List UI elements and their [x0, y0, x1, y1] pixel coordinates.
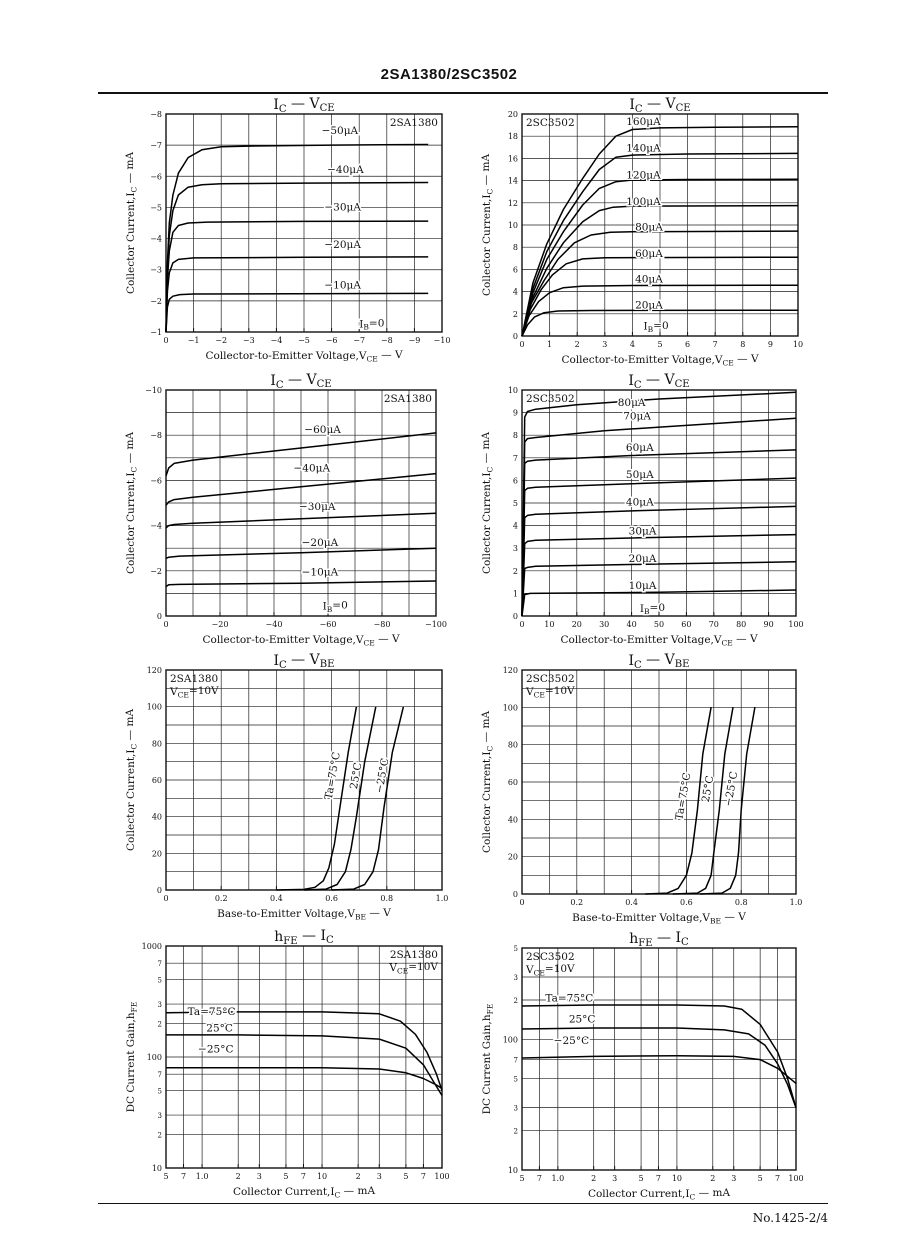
- x-tick-label: 9: [767, 340, 773, 349]
- ib-zero-label: $I_B=0$: [643, 319, 669, 334]
- x-tick-label: 70: [708, 620, 719, 629]
- x-tick-label: −9: [408, 336, 421, 345]
- device-label: 2SA1380: [383, 393, 432, 405]
- x-tick-label: 0.8: [380, 894, 394, 903]
- y-tick-label: 100: [146, 702, 162, 712]
- series-label: 10μA: [628, 579, 657, 592]
- x-tick-label: 5: [283, 1172, 289, 1181]
- series-label: 120μA: [626, 169, 661, 182]
- y-tick-label: 4: [512, 521, 518, 531]
- y-tick-label: 2: [512, 309, 518, 319]
- x-tick-label: 10: [792, 340, 804, 349]
- y-minor-tick-label: 5: [513, 1075, 518, 1084]
- y-tick-label: −6: [150, 172, 162, 182]
- device-label: $V_{CE}=10V$: [170, 685, 219, 700]
- device-label: $V_{CE}=10V$: [526, 963, 575, 978]
- y-tick-label: 6: [512, 265, 518, 275]
- y-tick-label: 100: [146, 1053, 162, 1062]
- y-tick-label: 0: [512, 612, 518, 621]
- x-tick-label: 100: [434, 1172, 450, 1181]
- y-tick-label: 5: [512, 499, 518, 508]
- x-tick-label: 7: [536, 1174, 542, 1183]
- series-label: 40μA: [625, 496, 654, 509]
- y-minor-tick-label: 7: [157, 1071, 162, 1080]
- y-tick-label: 40: [507, 815, 518, 825]
- series-label: 100μA: [626, 196, 661, 209]
- series-label: 25°C: [568, 1013, 596, 1026]
- y-tick-label: 12: [507, 198, 518, 208]
- y-tick-label: 14: [507, 176, 518, 186]
- y-tick-label: 120: [502, 666, 518, 675]
- device-label: $V_{CE}=10V$: [526, 685, 575, 700]
- x-tick-label: −5: [298, 336, 310, 345]
- y-tick-label: −7: [150, 141, 162, 151]
- x-tick-label: 100: [788, 620, 804, 629]
- series-label: −10μA: [324, 279, 361, 292]
- series-label: −40μA: [293, 462, 331, 475]
- x-tick-label: 7: [775, 1174, 781, 1183]
- y-tick-label: 80: [151, 739, 162, 749]
- y-minor-tick-label: 3: [157, 1001, 162, 1010]
- y-axis-label: Collector $Current,I_C$ — mA: [480, 710, 495, 854]
- y-tick-label: 0: [156, 612, 162, 621]
- y-tick-label: 60: [151, 776, 162, 785]
- x-tick-label: −2: [215, 336, 228, 345]
- y-minor-tick-label: 7: [513, 1056, 518, 1065]
- x-tick-label: −10: [433, 336, 451, 345]
- x-tick-label: 5: [657, 340, 663, 349]
- series-label: 80μA: [635, 221, 663, 234]
- x-axis-label: Collector-to-Emitter $Voltage,V_{CE}$ — V: [561, 353, 759, 368]
- y-minor-tick-label: 2: [157, 1020, 162, 1029]
- y-tick-label: 1: [512, 589, 518, 599]
- device-label: $V_{CE}=10V$: [389, 961, 438, 976]
- x-tick-label: 60: [681, 620, 692, 629]
- x-axis-label: Collector $Current,I_C$ — mA: [587, 1187, 731, 1202]
- y-minor-tick-label: 5: [157, 1087, 162, 1096]
- y-axis-label: Collector $Current,I_C$ — mA: [124, 708, 139, 852]
- x-tick-label: 7: [655, 1174, 662, 1183]
- series-label: 25°C: [348, 761, 365, 790]
- x-tick-label: 6: [685, 340, 691, 349]
- y-axis-label: DC Current $Gain,h_{FE}$: [125, 1001, 139, 1113]
- x-tick-label: 100: [788, 1174, 804, 1183]
- ib-zero-label: $I_B=0$: [359, 317, 385, 332]
- chart-hfe-ic-2sa1380: [120, 928, 450, 1200]
- x-tick-label: 3: [256, 1172, 262, 1181]
- series-label: 70μA: [623, 410, 651, 423]
- series-label: 50μA: [625, 469, 654, 482]
- x-tick-label: −100: [425, 620, 447, 629]
- x-tick-label: 7: [300, 1172, 307, 1181]
- x-tick-label: −20: [211, 620, 229, 629]
- y-tick-label: 10: [151, 1164, 162, 1173]
- series-label: 40μA: [635, 273, 663, 286]
- series-label: Ta=75°C: [673, 771, 694, 822]
- x-tick-label: 8: [740, 340, 746, 349]
- chart-ic-vce-2sc3502-low: [480, 96, 810, 371]
- y-tick-label: −3: [150, 265, 162, 275]
- series-label: −50μA: [321, 125, 359, 138]
- x-tick-label: 3: [612, 1174, 618, 1183]
- series-label: −20μA: [301, 536, 339, 549]
- series-label: −25°C: [373, 757, 392, 795]
- x-tick-label: 1.0: [789, 898, 803, 907]
- x-tick-label: 0: [163, 620, 169, 629]
- x-tick-label: 0: [519, 620, 525, 629]
- x-tick-label: 0.8: [734, 898, 748, 907]
- x-tick-label: 2: [235, 1172, 241, 1181]
- series-label: −25°C: [722, 770, 741, 808]
- x-axis-label: Collector-to-Emitter $Voltage,V_{CE}$ — V: [202, 633, 400, 648]
- y-minor-tick-label: 2: [157, 1131, 162, 1140]
- x-tick-label: 0.2: [214, 894, 228, 903]
- chart-ic-vbe-2sa1380: [120, 652, 450, 930]
- y-tick-label: 20: [151, 849, 162, 859]
- x-tick-label: −6: [325, 336, 338, 345]
- y-tick-label: 10: [507, 221, 518, 230]
- ib-zero-label: $I_B=0$: [639, 601, 666, 617]
- x-tick-label: 3: [376, 1172, 382, 1181]
- x-tick-label: 80: [736, 620, 747, 629]
- series-label: −20μA: [324, 238, 361, 251]
- series-label: Ta=75°C: [322, 751, 343, 801]
- x-tick-label: −7: [353, 336, 366, 345]
- x-tick-label: −3: [242, 336, 255, 345]
- x-tick-label: 0.6: [325, 894, 338, 903]
- series-label: Ta=75°C: [545, 992, 594, 1005]
- y-tick-label: −6: [150, 476, 162, 486]
- x-axis-label: Base-to-Emitter $Voltage,V_{BE}$ — V: [572, 911, 746, 926]
- y-tick-label: 2: [512, 566, 518, 576]
- y-axis-label: Collector $Current,I_C$ — mA: [124, 431, 139, 575]
- x-tick-label: 1: [547, 340, 553, 349]
- x-tick-label: 0: [519, 340, 525, 349]
- x-tick-label: 7: [712, 340, 718, 349]
- ib-zero-label: $I_B=0$: [322, 599, 348, 614]
- x-tick-label: 2: [591, 1174, 597, 1183]
- x-axis-label: Collector-to-Emitter $Voltage,V_{CE}$ — V: [560, 633, 758, 648]
- x-tick-label: 3: [602, 340, 608, 349]
- x-tick-label: 0.4: [270, 894, 283, 903]
- y-minor-tick-label: 7: [157, 960, 162, 969]
- series-line: [166, 221, 428, 332]
- page-title: 2SA1380/2SC3502: [380, 66, 518, 83]
- y-minor-tick-label: 2: [513, 1127, 518, 1136]
- chart-hfe-ic-2sc3502: [480, 928, 810, 1200]
- chart-title: $h_{FE}$ — $I_C$: [274, 927, 334, 948]
- footer-rule: [98, 1203, 828, 1204]
- x-tick-label: −1: [187, 336, 200, 345]
- x-tick-label: 4: [629, 340, 635, 349]
- x-tick-label: 7: [180, 1172, 187, 1181]
- y-tick-label: 0: [156, 886, 162, 895]
- x-tick-label: 20: [571, 620, 582, 629]
- y-tick-label: 20: [507, 852, 518, 862]
- chart-title: $I_C$ — $V_{CE}$: [628, 371, 690, 392]
- device-label: 2SC3502: [526, 117, 575, 129]
- x-tick-label: 10: [544, 620, 555, 629]
- y-tick-label: 8: [512, 431, 518, 441]
- device-label: 2SC3502: [526, 673, 575, 685]
- x-tick-label: 1.0: [435, 894, 449, 903]
- series-label: 80μA: [617, 396, 646, 409]
- y-minor-tick-label: 3: [513, 1104, 518, 1113]
- series-label: 60μA: [635, 248, 663, 261]
- y-minor-tick-label: 5: [157, 976, 162, 985]
- x-tick-label: 10: [316, 1172, 328, 1181]
- x-tick-label: −4: [270, 336, 283, 345]
- series-line: [166, 293, 428, 332]
- chart-title: $I_C$ — $V_{BE}$: [273, 651, 335, 672]
- device-label: 2SA1380: [389, 949, 438, 961]
- y-tick-label: 10: [507, 1166, 518, 1175]
- series-label: 140μA: [626, 142, 661, 155]
- y-tick-label: 1000: [141, 942, 162, 951]
- series-label: −25°C: [198, 1043, 234, 1056]
- y-tick-label: −4: [150, 234, 162, 244]
- chart-title: $I_C$ — $V_{CE}$: [270, 371, 332, 392]
- x-tick-label: 10: [671, 1174, 683, 1183]
- x-tick-label: −80: [373, 620, 391, 629]
- y-tick-label: −8: [150, 431, 162, 441]
- y-tick-label: 80: [507, 740, 518, 750]
- series-label: 25°C: [699, 774, 717, 804]
- y-tick-label: −8: [150, 110, 162, 119]
- x-tick-label: 0: [519, 898, 525, 907]
- y-axis-label: Collector $Current,I_C$ — mA: [480, 153, 495, 297]
- x-tick-label: 5: [163, 1172, 169, 1181]
- y-tick-label: 100: [502, 703, 518, 713]
- y-tick-label: −10: [145, 386, 162, 395]
- header-rule: [98, 92, 828, 94]
- y-tick-label: 4: [512, 287, 518, 297]
- x-tick-label: 2: [710, 1174, 716, 1183]
- y-axis-label: DC Current $Gain,h_{FE}$: [481, 1003, 495, 1115]
- device-label: 2SA1380: [170, 673, 219, 685]
- y-minor-tick-label: 2: [513, 996, 518, 1005]
- y-tick-label: 18: [507, 132, 518, 142]
- y-tick-label: 16: [507, 154, 518, 164]
- y-tick-label: 120: [146, 666, 162, 675]
- chart-title: $I_C$ — $V_{BE}$: [628, 651, 690, 672]
- y-tick-label: −2: [150, 296, 162, 306]
- series-label: −30μA: [324, 201, 361, 214]
- y-minor-tick-label: 5: [513, 945, 518, 953]
- series-label: 60μA: [625, 442, 654, 455]
- chart-title: $h_{FE}$ — $I_C$: [629, 929, 689, 950]
- chart-ic-vce-2sa1380-low: [120, 96, 450, 371]
- document-number: No.1425-2/4: [752, 1211, 828, 1225]
- x-axis-label: Collector $Current,I_C$ — mA: [232, 1185, 376, 1200]
- x-tick-label: 0.4: [625, 898, 638, 907]
- x-tick-label: 0: [163, 336, 169, 345]
- device-label: 2SC3502: [526, 951, 575, 963]
- y-tick-label: −2: [150, 566, 162, 576]
- y-tick-label: 3: [512, 544, 518, 554]
- series-label: 30μA: [628, 525, 657, 538]
- x-tick-label: 90: [763, 620, 774, 629]
- y-tick-label: 20: [507, 110, 518, 119]
- y-axis-label: Collector $Current,I_C$ — mA: [124, 151, 139, 295]
- y-tick-label: −4: [150, 521, 162, 531]
- series-label: −60μA: [304, 423, 341, 436]
- x-tick-label: 50: [653, 620, 665, 629]
- x-axis-label: Collector-to-Emitter $Voltage,V_{CE}$ — V: [205, 349, 403, 364]
- y-tick-label: 0: [512, 332, 518, 341]
- chart-ic-vce-2sa1380-high: [120, 372, 450, 652]
- y-tick-label: 100: [502, 1035, 518, 1045]
- series-label: −30μA: [298, 500, 336, 513]
- chart-title: $I_C$ — $V_{CE}$: [629, 95, 691, 116]
- x-tick-label: 2: [355, 1172, 361, 1181]
- y-tick-label: 7: [512, 453, 518, 463]
- x-tick-label: 30: [599, 620, 610, 629]
- x-tick-label: 5: [638, 1174, 644, 1183]
- x-tick-label: 5: [757, 1174, 763, 1183]
- x-tick-label: −40: [265, 620, 283, 629]
- series-label: 20μA: [628, 552, 657, 565]
- chart-ic-vce-2sc3502-high: [480, 372, 810, 652]
- series-label: Ta=75°C: [187, 1005, 236, 1018]
- device-label: 2SA1380: [389, 117, 438, 129]
- x-tick-label: 40: [626, 620, 637, 629]
- y-axis-label: Collector $Current,I_C$ — mA: [480, 431, 495, 575]
- y-minor-tick-label: 3: [157, 1112, 162, 1121]
- x-tick-label: 0.6: [680, 898, 693, 907]
- y-tick-label: 8: [512, 243, 518, 253]
- x-tick-label: −8: [380, 336, 393, 345]
- y-tick-label: 9: [512, 408, 518, 418]
- chart-title: $I_C$ — $V_{CE}$: [273, 95, 335, 116]
- y-tick-label: 10: [507, 386, 518, 395]
- x-tick-label: 1.0: [551, 1174, 565, 1183]
- y-tick-label: 60: [507, 778, 518, 787]
- x-tick-label: 1.0: [195, 1172, 209, 1181]
- y-tick-label: 0: [512, 890, 518, 899]
- series-label: −25°C: [553, 1035, 590, 1048]
- x-tick-label: 0: [163, 894, 169, 903]
- y-tick-label: 40: [151, 812, 162, 822]
- x-tick-label: 3: [731, 1174, 737, 1183]
- series-line: [166, 1068, 442, 1089]
- x-tick-label: 5: [519, 1174, 525, 1183]
- chart-ic-vbe-2sc3502: [480, 652, 810, 930]
- y-tick-label: −1: [150, 328, 162, 337]
- y-tick-label: −5: [150, 203, 162, 213]
- y-minor-tick-label: 3: [513, 973, 518, 982]
- x-tick-label: 0.2: [570, 898, 584, 907]
- series-label: 20μA: [635, 299, 663, 312]
- x-axis-label: Base-to-Emitter $Voltage,V_{BE}$ — V: [217, 907, 391, 922]
- x-tick-label: 2: [574, 340, 580, 349]
- device-label: 2SC3502: [526, 393, 575, 405]
- series-label: −40μA: [327, 164, 364, 177]
- x-tick-label: 7: [420, 1172, 426, 1181]
- x-tick-label: −60: [319, 620, 337, 629]
- x-tick-label: 5: [403, 1172, 409, 1181]
- y-tick-label: 6: [512, 476, 518, 486]
- series-label: 25°C: [206, 1022, 233, 1035]
- series-label: 160μA: [626, 116, 661, 129]
- series-label: −10μA: [301, 566, 339, 579]
